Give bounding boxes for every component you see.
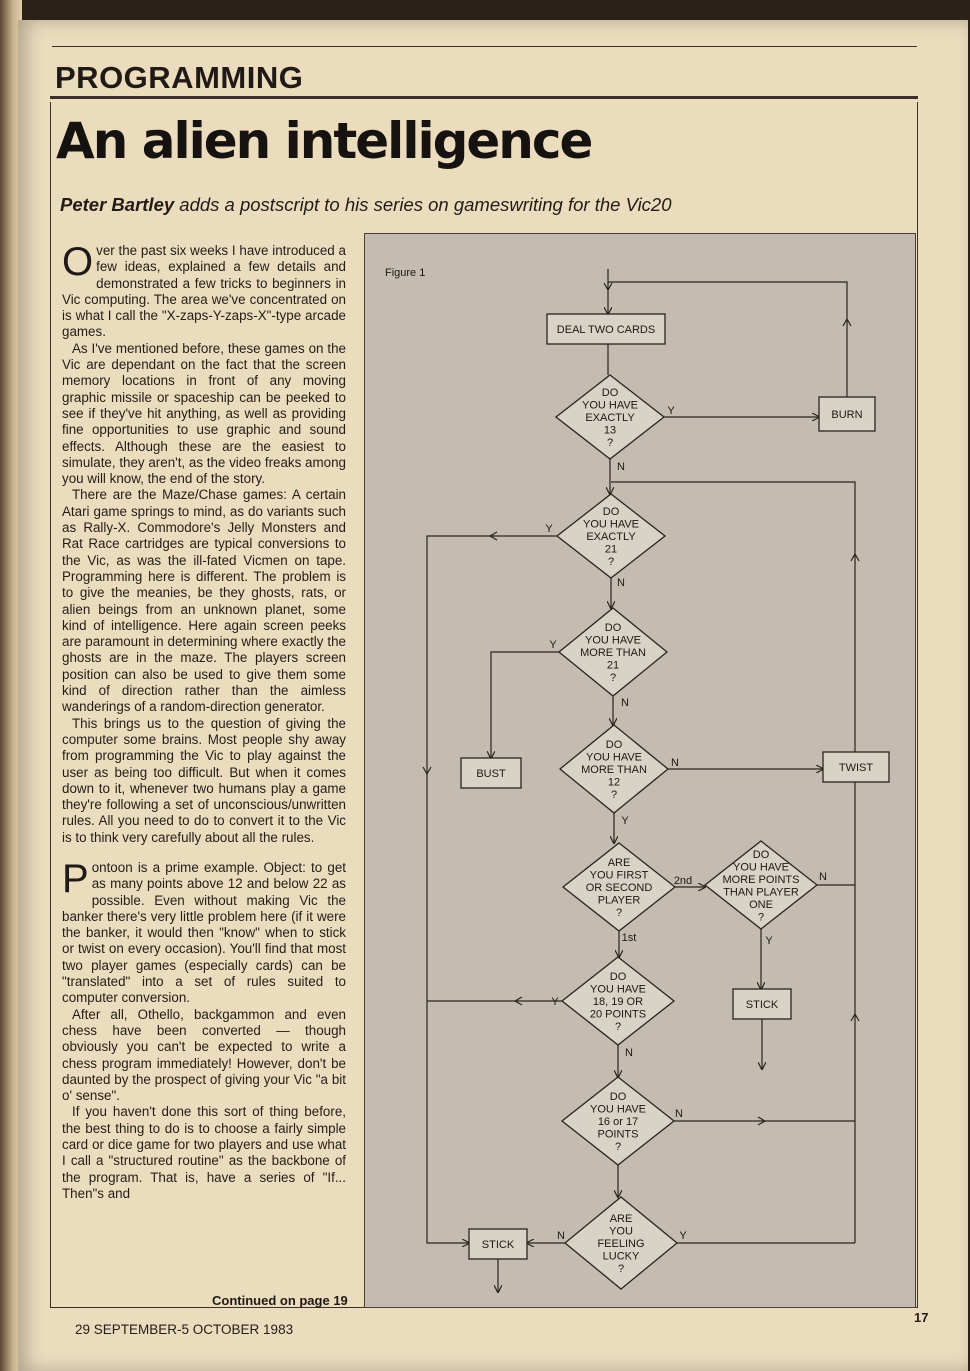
flowchart-decision-text: FEELING [597, 1238, 645, 1250]
byline-author: Peter Bartley [60, 194, 175, 215]
flowchart-box-label: DEAL TWO CARDS [556, 324, 656, 336]
flowchart-branch-label: N [617, 461, 625, 473]
flowchart-branch-label: Y [621, 815, 629, 827]
flowchart-decision-text: MORE THAN [580, 647, 646, 659]
flowchart-connector [427, 536, 557, 1243]
footer-date: 29 SEPTEMBER-5 OCTOBER 1983 [75, 1322, 294, 1337]
flowchart-decision-text: ? [615, 907, 623, 919]
flowchart-box-label: STICK [481, 1239, 515, 1251]
body-paragraph [62, 856, 346, 1007]
flowchart-decision-text: DO [752, 848, 770, 861]
flowchart-decision-text: YOU HAVE [581, 399, 639, 412]
flowchart-decision-text: YOU FIRST [589, 869, 649, 882]
flowchart-decision-text: 20 POINTS [589, 1008, 647, 1021]
flowchart-connector [491, 652, 559, 758]
flowchart [365, 234, 915, 1307]
flowchart-decision-text: YOU HAVE [585, 751, 643, 764]
body-paragraph [62, 1007, 346, 1105]
continued-note: Continued on page 19 [212, 1293, 348, 1308]
flowchart-decision-text: MORE THAN [581, 764, 647, 776]
flowchart-decision-text: YOU HAVE [589, 983, 647, 996]
section-rule [50, 96, 918, 99]
flowchart-decision-text: 21 [604, 543, 618, 556]
flowchart-decision-text: ONE [749, 898, 773, 911]
flowchart-branch-label: N [625, 1047, 633, 1059]
flowchart-decision-text: ? [614, 1021, 622, 1033]
flowchart-decision-text: DO [602, 506, 620, 518]
flowchart-branch-label: Y [667, 405, 675, 417]
flowchart-decision-text: DO [609, 971, 627, 983]
paragraph-text: ver the past six weeks I have introduced a few ideas, explained a few details and demonstrated a few tricks to beginners in Vic computing. The area we've concentrated on is what I call the "X-zaps-Y-zaps-X"-type arcade games. [62, 243, 346, 340]
body-paragraph [62, 487, 346, 715]
flowchart-decision-text: MORE POINTS [722, 873, 800, 886]
flowchart-decision-text: YOU [609, 1225, 633, 1238]
flowchart-decision-text: ? [617, 1263, 625, 1275]
figure-1 [364, 233, 916, 1308]
flowchart-decision-text: ? [607, 556, 615, 568]
flowchart-decision-text: DO [609, 1091, 627, 1103]
flowchart-branch-label: N [671, 757, 679, 769]
flowchart-branch-label: 1st [621, 932, 637, 944]
flowchart-branch-label: Y [765, 935, 773, 947]
paragraph-text: ontoon is a prime example. Object: to get as many points above 12 and below 22 as possible. Even without making Vic the banker there's very little problem here (if it were the banker, it would then "know" when to stick or twist on every occasion). You'll find that most two player games (especially cards) can be "translated" into a set of rules suited to computer conversion. [62, 859, 346, 1006]
flowchart-branch-label: Y [545, 523, 553, 535]
body-paragraph [62, 341, 346, 488]
flowchart-decision-text: DO [605, 739, 623, 751]
flowchart-branch-label: Y [679, 1230, 687, 1242]
flowchart-decision-text: 18, 19 OR [592, 996, 644, 1008]
flowchart-decision-text: 21 [606, 659, 620, 672]
drop-cap: P [62, 856, 89, 901]
headline: An alien intelligence [56, 112, 592, 170]
article-body [62, 240, 346, 1202]
flowchart-decision-text: DO [604, 622, 622, 634]
flowchart-decision-text: 16 or 17 [597, 1116, 639, 1128]
flowchart-box-label: TWIST [838, 762, 874, 774]
paragraph-text: After all, Othello, backgammon and even chess have been converted — though obviously you can't be expected to write a chess program immediately! However, don't be daunted by the prospect of giving your Vic "a bit o' sense". [62, 1006, 346, 1104]
flowchart-decision-text: PLAYER [597, 894, 641, 907]
flowchart-box-label: BURN [831, 409, 863, 421]
flowchart-decision-text: ARE [607, 857, 631, 869]
flowchart-box-label: STICK [745, 999, 779, 1011]
flowchart-decision-text: LUCKY [602, 1250, 640, 1263]
flowchart-decision-text: EXACTLY [585, 412, 635, 424]
flowchart-decision-text: 13 [603, 424, 617, 437]
flowchart-decision-text: THAN PLAYER [723, 886, 799, 899]
figure-label: Figure 1 [385, 267, 426, 279]
flowchart-decision-text: YOU HAVE [589, 1103, 647, 1116]
top-rule [52, 46, 917, 47]
flowchart-decision-text: POINTS [597, 1128, 639, 1141]
drop-cap: O [62, 240, 94, 284]
body-paragraph [62, 716, 346, 846]
flowchart-branch-label: N [557, 1230, 565, 1242]
flowchart-decision-text: ? [614, 1141, 622, 1153]
flowchart-branch-label: 2nd [673, 875, 693, 887]
flowchart-decision-text: YOU HAVE [582, 518, 640, 531]
paragraph-text: If you haven't done this sort of thing before, the best thing to do is to choose a fairly simple card or dice game for two players and use what I call a "structured routine" as the backbone of the program. That is, have a series of "If... Then"s and [62, 1104, 346, 1201]
body-paragraph [62, 1104, 346, 1202]
flowchart-branch-label: Y [549, 639, 557, 651]
flowchart-branch-label: N [675, 1108, 683, 1120]
flowchart-branch-label: N [617, 577, 625, 589]
flowchart-decision-text: ? [609, 672, 617, 684]
flowchart-branch-label: N [819, 871, 827, 883]
flowchart-decision-text: DO [601, 387, 619, 399]
flowchart-decision-text: ? [606, 437, 614, 449]
flowchart-box-label: BUST [476, 768, 506, 780]
flowchart-decision-text: ? [610, 789, 618, 801]
flowchart-decision-text: ARE [609, 1213, 633, 1225]
body-paragraph [62, 240, 346, 341]
flowchart-branch-label: N [621, 697, 629, 709]
paragraph-text: As I've mentioned before, these games on the Vic are dependant on the fact that the screen memory locations in front of any moving graphic missile or spaceship can be peeked to see if they've hit anything, as well as providing fine opportunities to use graphic and sound effects. Although these are the easiest to simulate, they aren't, as the video freaks among you will know, the end of the story. [62, 340, 346, 487]
byline-text: adds a postscript to his series on gameswriting for the Vic20 [179, 194, 672, 215]
section-label: PROGRAMMING [55, 60, 304, 95]
flowchart-decision-text: 12 [607, 776, 621, 789]
paragraph-text: This brings us to the question of giving the computer some brains. Most people shy away from programming the Vic to play against the user as being too difficult. But when it comes down to it, whenever two humans play a game they're following a set of unconscious/unwritten rules. All you need to do to convert it to the Vic is to think very carefully about all the rules. [62, 715, 346, 845]
flowchart-decision-text: EXACTLY [586, 531, 636, 543]
flowchart-branch-label: Y [551, 996, 559, 1008]
flowchart-decision-text: ? [757, 911, 765, 924]
flowchart-decision-text: YOU HAVE [584, 634, 642, 647]
byline [60, 194, 780, 216]
paragraph-text: There are the Maze/Chase games: A certain Atari game springs to mind, as do variants such as Rally-X. Commodore's Jelly Monsters and Rat Race cartridges are typical conversions to the Vic, as was the ill-fated Vicmen on tape. Programming here is different. The problem is to give the meanies, be they ghosts, rats, or alien beings from an unknown planet, some kind of intelligence. Here again screen peeks are paramount in determining where exactly the ghosts are in the maze. The players screen position can also be used to give them some kind of direction rather than the aimless wanderings of a random-direction generator. [62, 487, 346, 715]
flowchart-decision-text: YOU HAVE [732, 861, 790, 874]
page-number: 17 [914, 1310, 929, 1325]
flowchart-decision-text: OR SECOND [585, 882, 653, 894]
